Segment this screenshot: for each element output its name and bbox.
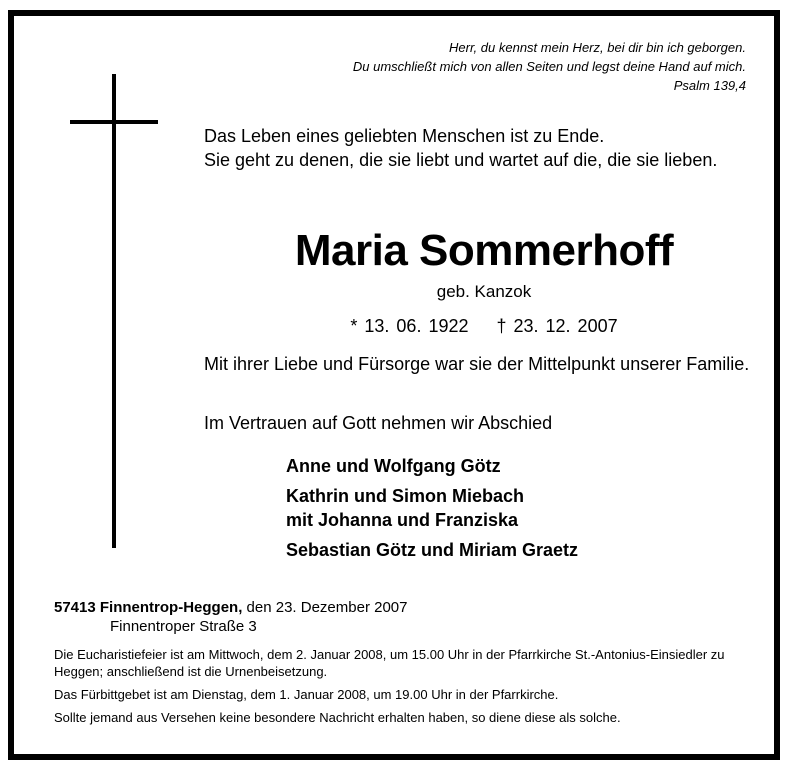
mourner-line: Kathrin und Simon Miebach [286,486,525,506]
tribute-text: Mit ihrer Liebe und Fürsorge war sie der Mittelpunkt unserer Familie. [204,354,750,374]
obituary-frame [8,10,780,760]
intro-line-2: Sie geht zu denen, die sie liebt und wartet auf die, die sie lieben. [204,150,718,170]
intro-line-1: Das Leben eines geliebten Menschen ist zu Ende. [204,126,605,146]
farewell-text: Im Vertrauen auf Gott nehmen wir Abschied [204,413,553,433]
mourners-list [286,454,746,568]
birth-date: * 13. 06. 1922 [350,316,469,336]
notice-date: den 23. Dezember 2007 [242,599,408,616]
mourner-line: Anne und Wolfgang Götz [286,456,501,476]
psalm-reference: Psalm 139,4 [673,78,746,93]
deceased-name: Maria Sommerhoff [294,226,674,275]
service-notes [54,646,766,732]
death-date: † 23. 12. 2007 [496,316,618,336]
mourner-line: mit Johanna und Franziska [286,510,519,530]
birth-name: geb. Kanzok [436,282,532,301]
cross-vertical-bar [112,74,116,548]
prayer-note: Das Fürbittgebet ist am Dienstag, dem 1. Januar 2008, um 19.00 Uhr in der Pfarrkirche. [54,687,559,702]
mourner-line: Sebastian Götz und Miriam Graetz [286,540,579,560]
psalm-line-2: Du umschließt mich von allen Seiten und legst deine Hand auf mich. [352,59,746,74]
psalm-line-1: Herr, du kennst mein Herz, bei dir bin ich geborgen. [449,40,746,55]
place-city: 57413 Finnentrop-Heggen, [54,599,243,616]
intro-text [204,124,764,172]
psalm-quote [353,38,746,95]
life-dates [204,314,764,338]
mass-note: Die Eucharistiefeier ist am Mittwoch, dem 2. Januar 2008, um 15.00 Uhr in der Pfarrkirche St.-Antonius-Einsiedler zu Heggen; anschließend ist die Urnenbeisetzung. [54,647,725,679]
cross-horizontal-bar [70,120,158,124]
place-date [54,598,754,636]
street-address: Finnentroper Straße 3 [110,618,257,635]
notice-note: Sollte jemand aus Versehen keine besondere Nachricht erhalten haben, so diene diese als solche. [54,710,621,725]
